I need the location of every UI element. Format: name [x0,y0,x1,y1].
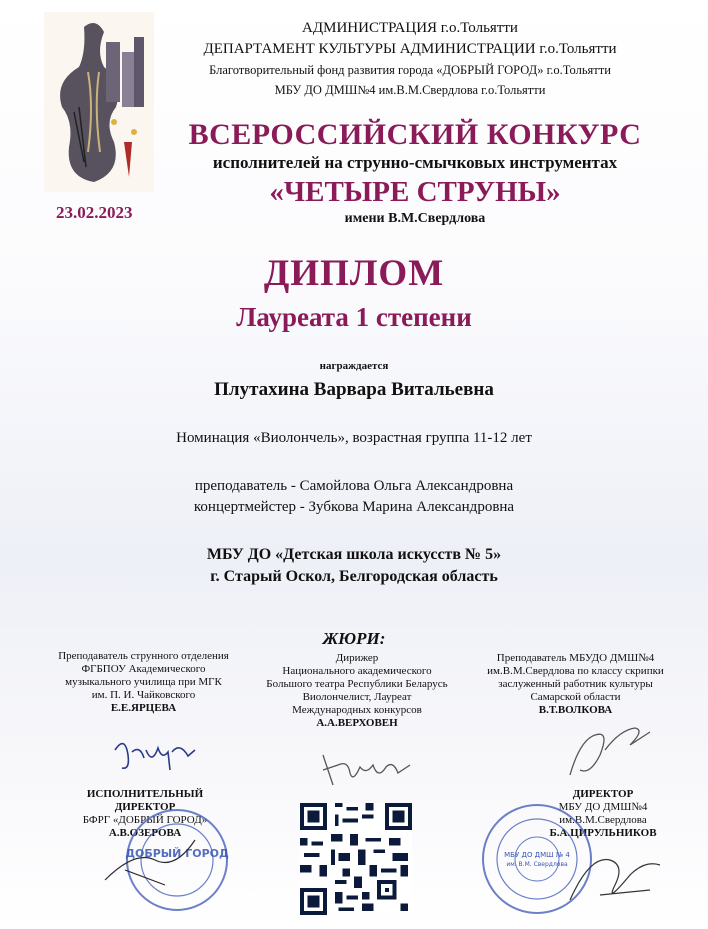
signatory-right-role: ДИРЕКТОР [572,788,634,800]
nomination: Номинация «Виолончель», возрастная группа 11-12 лет [176,430,532,446]
header-line-administration: АДМИНИСТРАЦИЯ г.о.Тольятти [302,20,518,36]
stamp-left-text: ДОБРЫЙ ГОРОД [125,847,229,860]
school-city: г. Старый Оскол, Белгородская область [210,568,498,585]
contest-name: «ЧЕТЫРЕ СТРУНЫ» [269,176,561,208]
jury-left-line: ФГБПОУ Академического [81,663,206,675]
signature-tsirulnikov-icon [560,835,670,915]
signature-verkhoven-icon [318,745,418,795]
stamp-right-text1: МБУ ДО ДМШ № 4 [504,851,570,859]
teacher: преподаватель - Самойлова Ольга Александровна [194,478,514,494]
contest-title: ВСЕРОССИЙСКИЙ КОНКУРС [188,118,642,151]
school-name: МБУ ДО «Детская школа искусств № 5» [206,546,502,563]
awarded-label: награждается [319,360,389,372]
jury-member-middle [262,652,452,730]
jury-middle-line: Международных конкурсов [292,704,422,716]
signatory-left-org: БФРГ «ДОБРЫЙ ГОРОД» [82,814,208,826]
signatory-right-name: Б.А.ЦИРУЛЬНИКОВ [549,827,657,839]
jury-middle-line: Виолончелист, Лауреат [302,691,412,703]
contest-date: 23.02.2023 [56,203,133,222]
header-line-department: ДЕПАРТАМЕНТ КУЛЬТУРЫ АДМИНИСТРАЦИИ г.о.Тольятти [203,41,617,57]
header-line-foundation: Благотворительный фонд развития города «ДОБРЫЙ ГОРОД» г.о.Тольятти [209,63,611,77]
jury-middle-name: А.А.ВЕРХОВЕН [316,717,398,729]
qr-code-icon [300,803,412,915]
diploma-degree: Лауреата 1 степени [236,302,472,332]
jury-middle-line: Дирижер [335,652,379,664]
signature-ozerova-icon [95,820,215,900]
jury-middle-line: Большого театра Республики Беларусь [266,678,448,690]
jury-right-line: заслуженный работник культуры [498,678,653,690]
signatory-left-role1: ИСПОЛНИТЕЛЬНЫЙ [86,788,204,800]
jury-title: ЖЮРИ: [322,629,386,648]
signature-yartseva-icon [110,730,200,775]
stamp-right-text2: им. В.М. Свердлова [506,861,568,868]
jury-left-line: музыкального училища при МГК [65,676,222,688]
diploma-title: ДИПЛОМ [263,253,445,294]
jury-middle-line: Национального академического [282,665,432,677]
jury-member-left [36,650,251,715]
signatory-right-org1: МБУ ДО ДМШ№4 [558,801,648,813]
signatory-right-org2: им.В.М.Свердлова [559,814,647,826]
header-line-school: МБУ ДО ДМШ№4 им.В.М.Свердлова г.о.Тольятти [274,83,546,97]
jury-right-line: им.В.М.Свердлова по классу скрипки [487,665,664,677]
contest-named-after: имени В.М.Свердлова [344,211,486,226]
signatory-left-name: А.В.ОЗЕРОВА [108,827,182,839]
jury-left-line: им. П. И. Чайковского [91,689,196,701]
jury-left-line: Преподаватель струнного отделения [58,650,229,662]
jury-right-line: Преподаватель МБУДО ДМШ№4 [496,652,655,664]
contest-subtitle: исполнителей на струнно-смычковых инструментах [212,153,618,172]
jury-right-name: В.Т.ВОЛКОВА [538,704,613,716]
jury-left-name: Е.Е.ЯРЦЕВА [110,702,177,714]
signature-volkova-icon [560,720,660,790]
jury-right-line: Самарской области [530,691,621,703]
accompanist: концертмейстер - Зубкова Марина Александровна [193,499,515,515]
jury-member-right [468,652,683,717]
violin-city-logo-icon [44,12,154,192]
signatory-left-role2: ДИРЕКТОР [114,801,176,813]
recipient-name: Плутахина Варвара Витальевна [214,379,494,400]
